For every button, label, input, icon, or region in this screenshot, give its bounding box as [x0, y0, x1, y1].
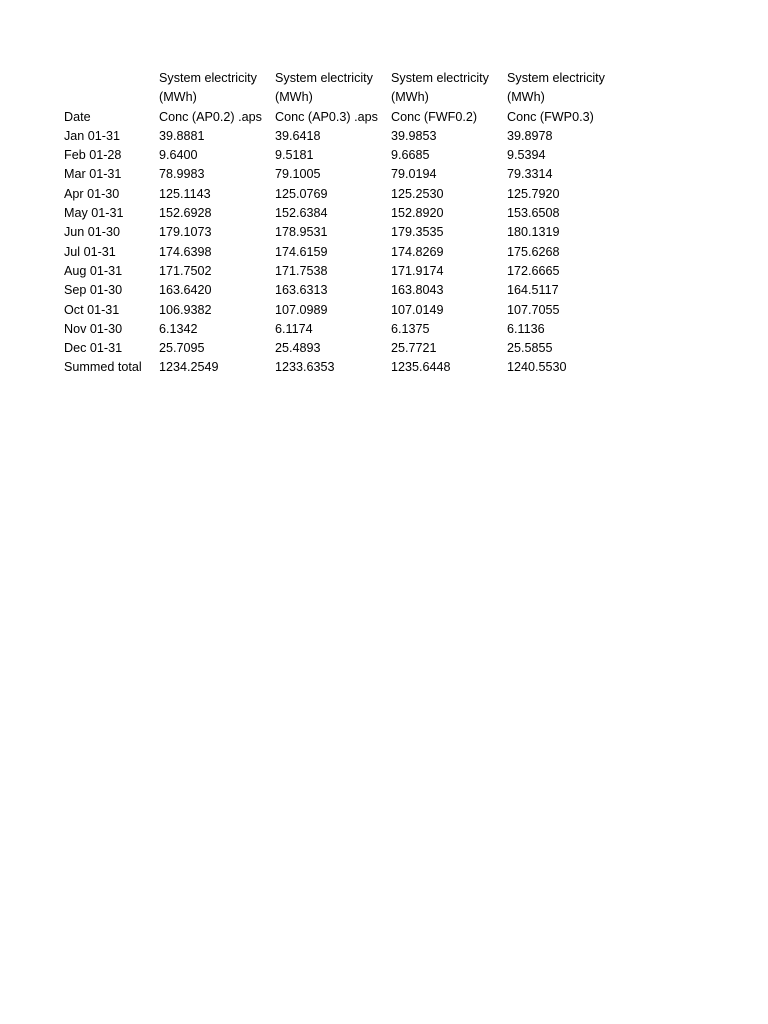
- header-cell: (MWh): [391, 90, 429, 105]
- value-cell: 125.1143: [159, 186, 211, 201]
- value-cell: 152.6384: [275, 206, 328, 221]
- value-cell: 6.1136: [507, 321, 545, 336]
- value-cell: 179.3535: [391, 225, 444, 240]
- date-cell: Summed total: [64, 360, 142, 375]
- date-cell: Feb 01-28: [64, 148, 122, 163]
- value-cell: 107.7055: [507, 302, 560, 317]
- value-cell: 174.8269: [391, 244, 444, 259]
- value-cell: 107.0989: [275, 302, 328, 317]
- date-cell: Nov 01-30: [64, 321, 123, 336]
- value-cell: 25.5855: [507, 341, 553, 356]
- table-row: [62, 204, 621, 223]
- date-cell: Jan 01-31: [64, 128, 121, 143]
- value-cell: 6.1375: [391, 321, 430, 336]
- value-cell: 106.9382: [159, 302, 212, 317]
- value-cell: 6.1342: [159, 321, 198, 336]
- value-cell: 9.5394: [507, 148, 546, 163]
- value-cell: 25.7095: [159, 341, 205, 356]
- value-cell: 79.1005: [275, 167, 321, 182]
- value-cell: 125.0769: [275, 186, 328, 201]
- value-cell: 163.6313: [275, 283, 328, 298]
- table-row: [62, 262, 621, 281]
- value-cell: 39.8881: [159, 128, 205, 143]
- table-row: [62, 165, 621, 184]
- header-cell: (MWh): [159, 90, 197, 105]
- value-cell: 171.7502: [159, 263, 212, 278]
- header-row-columns: [62, 108, 621, 127]
- date-cell: May 01-31: [64, 206, 124, 221]
- date-cell: Sep 01-30: [64, 283, 123, 298]
- header-row-unit: [62, 88, 621, 107]
- date-cell: Aug 01-31: [64, 263, 123, 278]
- value-cell: 163.6420: [159, 283, 212, 298]
- value-cell: 6.1174: [275, 321, 313, 336]
- value-cell: 163.8043: [391, 283, 444, 298]
- header-row-measure: [62, 69, 621, 88]
- header-cell: [62, 88, 157, 107]
- value-cell: 107.0149: [391, 302, 444, 317]
- value-cell: 174.6398: [159, 244, 212, 259]
- value-cell: 175.6268: [507, 244, 560, 259]
- value-cell: 153.6508: [507, 206, 560, 221]
- table-row: [62, 223, 621, 242]
- date-cell: Oct 01-31: [64, 302, 120, 317]
- date-cell: Jun 01-30: [64, 225, 121, 240]
- date-cell: Mar 01-31: [64, 167, 122, 182]
- value-cell: 39.8978: [507, 128, 553, 143]
- table-row: [62, 301, 621, 320]
- value-cell: 171.9174: [391, 263, 444, 278]
- header-cell: Conc (AP0.3) .aps: [275, 109, 378, 124]
- date-cell: Dec 01-31: [64, 341, 123, 356]
- value-cell: 39.6418: [275, 128, 321, 143]
- header-cell: Date: [64, 109, 91, 124]
- value-cell: 1235.6448: [391, 360, 451, 375]
- value-cell: 25.4893: [275, 341, 321, 356]
- value-cell: 179.1073: [159, 225, 212, 240]
- table-row: [62, 320, 621, 339]
- value-cell: 1234.2549: [159, 360, 219, 375]
- header-cell: [62, 69, 157, 88]
- header-cell: System electricity: [507, 71, 605, 85]
- value-cell: 171.7538: [275, 263, 328, 278]
- value-cell: 125.7920: [507, 186, 560, 201]
- value-cell: 172.6665: [507, 263, 560, 278]
- header-cell: System electricity: [275, 71, 373, 85]
- value-cell: 152.6928: [159, 206, 212, 221]
- value-cell: 164.5117: [507, 283, 559, 298]
- header-cell: (MWh): [507, 90, 545, 105]
- value-cell: 79.0194: [391, 167, 437, 182]
- value-cell: 180.1319: [507, 225, 560, 240]
- value-cell: 9.6685: [391, 148, 430, 163]
- table-row: [62, 243, 621, 262]
- value-cell: 1233.6353: [275, 360, 335, 375]
- header-cell: System electricity: [391, 71, 489, 85]
- header-cell: System electricity: [159, 71, 257, 85]
- table-row: [62, 339, 621, 358]
- value-cell: 9.5181: [275, 148, 314, 163]
- header-cell: (MWh): [275, 90, 313, 105]
- value-cell: 174.6159: [275, 244, 328, 259]
- table-row: [62, 146, 621, 165]
- value-cell: 1240.5530: [507, 360, 567, 375]
- table-body: [62, 69, 621, 378]
- table-row: [62, 281, 621, 300]
- date-cell: Apr 01-30: [64, 186, 120, 201]
- header-cell: Conc (AP0.2) .aps: [159, 109, 262, 124]
- value-cell: 25.7721: [391, 341, 437, 356]
- value-cell: 39.9853: [391, 128, 437, 143]
- table-row: [62, 185, 621, 204]
- value-cell: 78.9983: [159, 167, 205, 182]
- header-cell: Conc (FWP0.3): [507, 109, 594, 124]
- date-cell: Jul 01-31: [64, 244, 116, 259]
- header-cell: Conc (FWF0.2): [391, 109, 478, 124]
- value-cell: 125.2530: [391, 186, 444, 201]
- table-row: [62, 127, 621, 146]
- value-cell: 9.6400: [159, 148, 198, 163]
- value-cell: 178.9531: [275, 225, 328, 240]
- electricity-table: [62, 69, 621, 378]
- value-cell: 152.8920: [391, 206, 444, 221]
- total-row: [62, 358, 621, 377]
- value-cell: 79.3314: [507, 167, 553, 182]
